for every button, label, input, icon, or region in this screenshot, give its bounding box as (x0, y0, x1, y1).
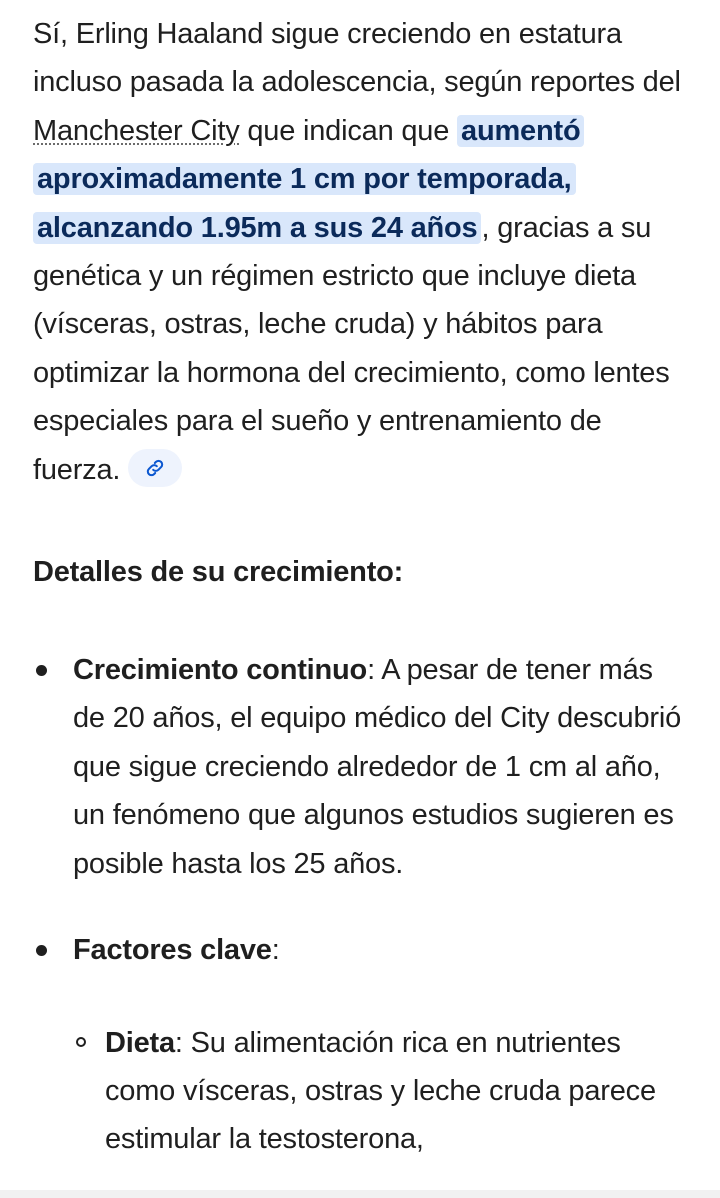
intro-paragraph (33, 10, 686, 494)
intro-text-2: que indican que (239, 114, 458, 147)
sub-bullet-title: Dieta (105, 1026, 175, 1059)
intro-text-3: , gracias a su genética y un régimen estricto que incluye dieta (vísceras, ostras, leche cruda) y hábitos para optimizar la hormona del crecimiento, como lentes especiales para el sueño y entrenamiento de fuerza. (33, 211, 670, 486)
highlighted-answer[interactable]: aumentó aproximadamente 1 cm por temporada, alcanzando 1.95m a sus 24 años (33, 115, 584, 244)
bullet-title: Factores clave (73, 934, 272, 967)
link-icon (144, 457, 166, 479)
intro-text-1: Sí, Erling Haaland sigue creciendo en estatura incluso pasada la adolescencia, según reportes del (33, 18, 681, 99)
list-item (33, 646, 686, 888)
source-link-chip[interactable] (128, 449, 182, 487)
sub-bullet-text: : Su alimentación rica en nutrientes como vísceras, ostras y leche cruda parece estimular la testosterona, (105, 1026, 656, 1156)
bullet-dot-icon (36, 665, 47, 676)
manchester-city-link[interactable]: Manchester City (33, 114, 240, 147)
bullet-text: : A pesar de tener más de 20 años, el equipo médico del City descubrió que sigue creciendo alrededor de 1 cm al año, un fenómeno que algunos estudios sugieren es posible hasta los 25 años. (73, 654, 682, 880)
sub-list-item (73, 1019, 686, 1164)
bullet-title: Crecimiento continuo (73, 654, 368, 687)
bullet-dot-icon (36, 945, 47, 956)
section-heading: Detalles de su crecimiento: (33, 556, 404, 589)
list-item (33, 926, 686, 1164)
details-list (33, 646, 686, 1164)
bullet-text: : (271, 934, 280, 967)
sub-list (73, 1019, 686, 1164)
bullet-circle-icon (76, 1037, 86, 1047)
